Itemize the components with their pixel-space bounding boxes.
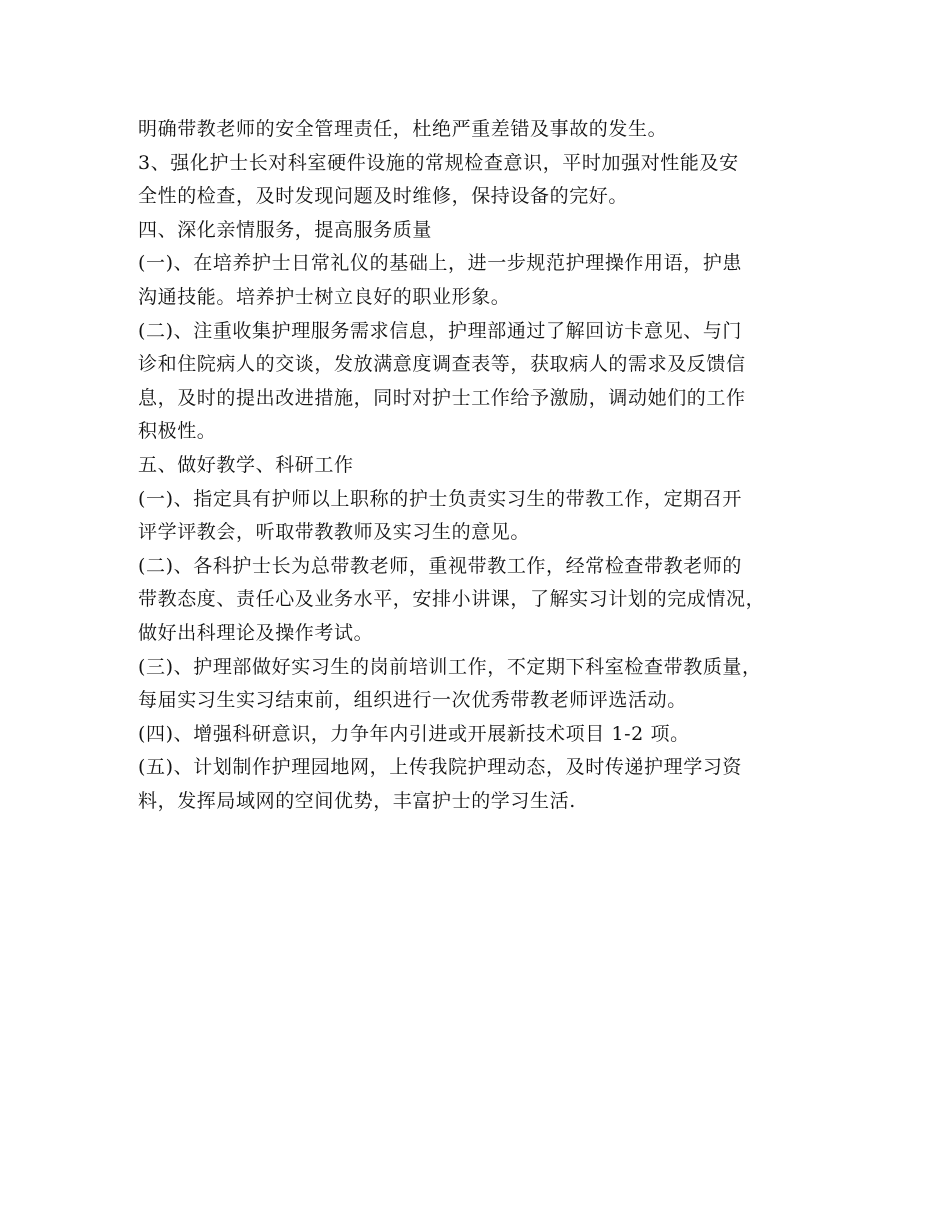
text-line: (四)、增强科研意识，力争年内引进或开展新技术项目 1-2 项。 (138, 722, 690, 745)
text-line: 明确带教老师的安全管理责任，杜绝严重差错及事故的发生。 (138, 118, 668, 140)
text-line: 料，发挥局域网的空间优势，丰富护士的学习生活. (138, 789, 576, 812)
section-heading: 五、做好教学、科研工作 (138, 453, 354, 476)
text-line: 息，及时的提出改进措施，同时对护士工作给予激励，调动她们的工作 (138, 386, 746, 409)
text-line: 带教态度、责任心及业务水平，安排小讲课，了解实习计划的完成情况， (138, 588, 766, 611)
text-line: (五)、计划制作护理园地网，上传我院护理动态，及时传递护理学习资 (138, 756, 743, 779)
document-body (138, 113, 828, 818)
text-line: (三)、护理部做好实习生的岗前培训工作，不定期下科室检查带教质量， (138, 655, 762, 678)
text-line: 每届实习生实习结束前，组织进行一次优秀带教老师评选活动。 (138, 689, 687, 712)
text-line: 沟通技能。培养护士树立良好的职业形象。 (138, 285, 511, 308)
text-line: 积极性。 (138, 420, 217, 443)
text-line: 做好出科理论及操作考试。 (138, 621, 374, 644)
text-line: 评学评教会，听取带教教师及实习生的意见。 (138, 521, 531, 544)
text-line: (二)、注重收集护理服务需求信息，护理部通过了解回访卡意见、与门 (138, 319, 743, 342)
text-line: (一)、指定具有护师以上职称的护士负责实习生的带教工作，定期召开 (138, 487, 743, 510)
text-line: 3、强化护士长对科室硬件设施的常规检查意识，平时加强对性能及安 (138, 151, 739, 174)
section-heading: 四、深化亲情服务，提高服务质量 (138, 218, 433, 241)
text-line: 全性的检查，及时发现问题及时维修，保持设备的完好。 (138, 185, 629, 208)
text-line: (一)、在培养护士日常礼仪的基础上，进一步规范护理操作用语，护患 (138, 252, 743, 275)
text-line: 诊和住院病人的交谈，发放满意度调查表等，获取病人的需求及反馈信 (138, 353, 746, 376)
text-line: (二)、各科护士长为总带教老师，重视带教工作，经常检查带教老师的 (138, 554, 743, 577)
